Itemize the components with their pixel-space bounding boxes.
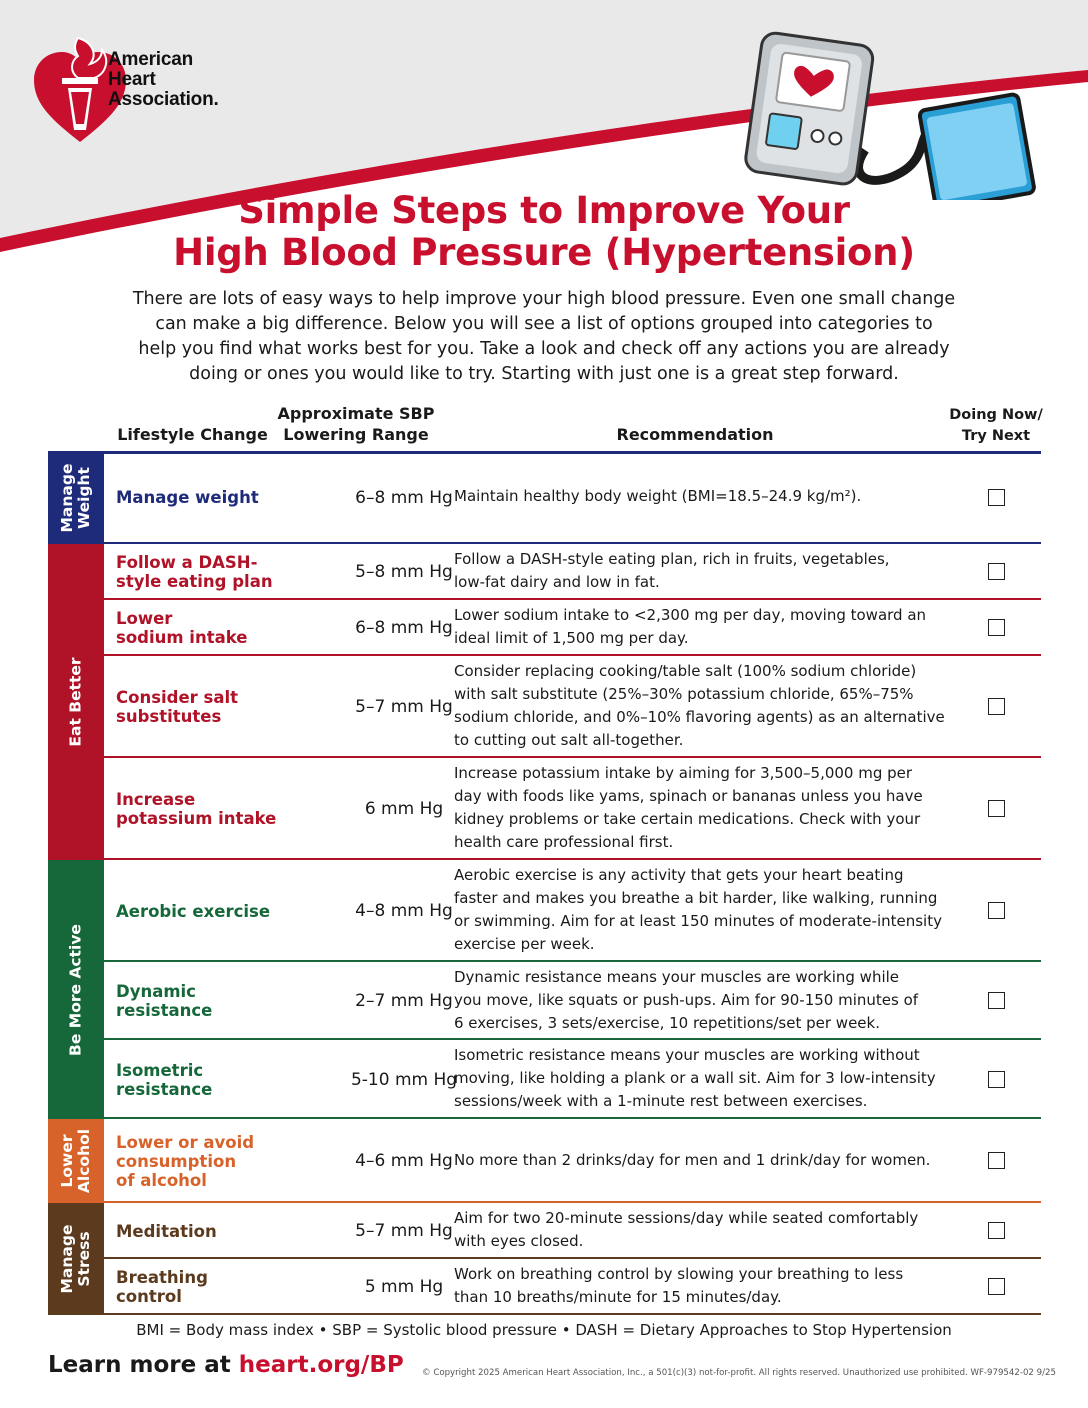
sbp-range: 5–7 mm Hg (355, 1221, 453, 1241)
recommendation-line: 6 exercises, 3 sets/exercise, 10 repetitions/set per week. (454, 1013, 880, 1032)
recommendation-line: Work on breathing control by slowing your breathing to less (454, 1265, 904, 1283)
lifestyle-change-line: Consider salt (116, 688, 239, 707)
recommendation-line: faster and makes you breathe a bit harder, like walking, running (454, 889, 938, 907)
logo-line-2: Heart (108, 69, 156, 90)
recommendation-line: moving, like holding a plank or a wall sit. Aim for 3 low-intensity (454, 1069, 936, 1087)
sbp-range: 6 mm Hg (364, 799, 444, 819)
table-row (104, 962, 1041, 1040)
doing-header-line: Try Next (961, 428, 1031, 444)
lifestyle-change-line: control (116, 1287, 182, 1306)
recommendation-line: Lower sodium intake to <2,300 mg per day, moving toward an (454, 606, 927, 624)
sbp-range: 5–7 mm Hg (355, 697, 453, 717)
recommendation (454, 966, 954, 1035)
recommendation-line: Consider replacing cooking/table salt (100% sodium chloride) (454, 662, 917, 680)
table-row (104, 1259, 1041, 1315)
category-text-line: Be More Active (66, 923, 85, 1056)
lifestyle-change-line: sodium intake (116, 628, 248, 647)
intro-line: There are lots of easy ways to help improve your high blood pressure. Even one small change (132, 289, 956, 309)
recommendation-line: No more than 2 drinks/day for men and 1 drink/day for women. (454, 1150, 931, 1169)
page-title (0, 190, 1088, 274)
sbp-range: 2–7 mm Hg (355, 991, 453, 1011)
doing-now-checkbox[interactable] (988, 698, 1005, 715)
abbreviations-footnote: BMI = Body mass index • SBP = Systolic blood pressure • DASH = Dietary Approaches to Stop Hypertension (136, 1321, 952, 1339)
lifestyle-change-line: style eating plan (116, 572, 273, 591)
doing-now-checkbox[interactable] (988, 902, 1005, 919)
lifestyle-change (116, 1061, 281, 1099)
blood-pressure-monitor-illustration (735, 30, 1065, 200)
doing-now-checkbox[interactable] (988, 563, 1005, 580)
lifestyle-change (116, 609, 281, 647)
category-text (59, 1129, 93, 1193)
recommendation-line: Increase potassium intake by aiming for 3,500–5,000 mg per (454, 764, 913, 782)
recommendation-line: Follow a DASH-style eating plan, rich in fruits, vegetables, (454, 550, 890, 568)
recommendation (454, 1149, 954, 1172)
lifestyle-change-line: Follow a DASH- (116, 553, 258, 572)
row-divider (104, 1313, 1041, 1315)
recommendation-line: Isometric resistance means your muscles are working without (454, 1046, 920, 1064)
recommendation-line: Maintain healthy body weight (BMI=18.5–24.9 kg/m²). (454, 487, 862, 505)
lifestyle-change (116, 488, 281, 507)
recommendation-line: to cutting out salt all-together. (454, 731, 684, 749)
logo-line-3: Association. (108, 89, 219, 110)
recommendation-line: ideal limit of 1,500 mg per day. (454, 629, 689, 647)
lifestyle-change (116, 688, 281, 726)
category-label (48, 1203, 104, 1315)
recommendation-line: health care professional first. (454, 833, 674, 851)
doing-header-line: Doing Now/ (949, 407, 1043, 423)
recommendation (454, 660, 954, 752)
recommendation-line: than 10 breaths/minute for 15 minutes/day. (454, 1288, 782, 1306)
lifestyle-change-line: Breathing (116, 1268, 208, 1287)
doing-now-checkbox[interactable] (988, 800, 1005, 817)
lifestyle-change-line: of alcohol (116, 1170, 207, 1190)
recommendation-line: with eyes closed. (454, 1232, 584, 1250)
recommendation-line: or swimming. Aim for at least 150 minutes of moderate-intensity (454, 912, 942, 930)
table-row (104, 544, 1041, 600)
table-row (104, 1119, 1041, 1203)
category-label (48, 451, 104, 544)
intro-line: can make a big difference. Below you will see a list of options grouped into categories to (155, 314, 933, 334)
category-label (48, 860, 104, 1119)
lifestyle-change-line: resistance (116, 1079, 213, 1099)
lifestyle-change (116, 1268, 281, 1306)
sbp-range: 5-10 mm Hg (350, 1069, 458, 1090)
doing-now-checkbox[interactable] (988, 619, 1005, 636)
aha-wordmark (108, 50, 219, 110)
table-row (104, 1203, 1041, 1259)
table-row (104, 451, 1041, 544)
learn-more-link[interactable]: heart.org/BP (238, 1352, 404, 1378)
category-text (59, 463, 93, 532)
lifestyle-change (116, 902, 281, 921)
category-text (68, 657, 85, 746)
recommendation (454, 485, 954, 508)
recommendation-line: Aerobic exercise is any activity that gets your heart beating (454, 866, 904, 884)
doing-now-checkbox[interactable] (988, 489, 1005, 506)
doing-now-checkbox[interactable] (988, 1152, 1005, 1169)
copyright-text: © Copyright 2025 American Heart Association, Inc., a 501(c)(3) not-for-profit. All rights reserved. Unauthorized use prohibited. WF-979542-02 9/25 (422, 1368, 1056, 1378)
logo-line-1: American (108, 49, 193, 70)
category-text-line: Eat Better (66, 657, 85, 747)
recommendation-line: Dynamic resistance means your muscles are working while (454, 967, 900, 986)
doing-now-checkbox[interactable] (988, 992, 1005, 1009)
doing-now-checkbox[interactable] (988, 1071, 1005, 1088)
intro-line: doing or ones you would like to try. Starting with just one is a great step forward. (189, 364, 899, 384)
learn-more-prefix: Learn more at (48, 1352, 239, 1378)
recommendation-line: low-fat dairy and low in fat. (454, 573, 660, 591)
column-header-sbp (270, 403, 442, 445)
category-text-line: Manage (58, 1224, 76, 1294)
column-header-lifestyle: Lifestyle Change (117, 425, 268, 444)
lifestyle-change-line: substitutes (116, 707, 222, 726)
recommendation-line: day with foods like yams, spinach or bananas unless you have (454, 787, 923, 805)
lifestyle-change (116, 1133, 281, 1190)
recommendation (454, 548, 954, 594)
category-text-line: Weight (75, 466, 93, 529)
lifestyle-change-line: Manage weight (116, 488, 259, 507)
sbp-range: 4–8 mm Hg (355, 901, 453, 921)
sbp-range: 6–8 mm Hg (355, 618, 453, 638)
lifestyle-change (116, 982, 281, 1020)
recommendation-line: sessions/week with a 1-minute rest between exercises. (454, 1092, 868, 1110)
sbp-range: 5–8 mm Hg (355, 562, 453, 582)
sbp-range: 4–6 mm Hg (355, 1151, 453, 1171)
category-label (48, 544, 104, 860)
category-text-line: Lower (58, 1134, 76, 1188)
title-line-1: Simple Steps to Improve Your (238, 189, 850, 232)
doing-now-checkbox[interactable] (988, 1222, 1005, 1239)
lifestyle-change-line: Lower (116, 609, 173, 628)
learn-more-line (48, 1352, 404, 1378)
lifestyle-change-line: Dynamic (116, 982, 196, 1001)
recommendation (454, 864, 954, 956)
category-text-line: Stress (75, 1231, 93, 1287)
table-row (104, 656, 1041, 758)
recommendation (454, 1263, 954, 1309)
table-row (104, 600, 1041, 656)
lifestyle-change-line: Meditation (116, 1221, 217, 1241)
lifestyle-change (116, 1222, 281, 1241)
lifestyle-change-line: potassium intake (116, 809, 277, 828)
table-row (104, 758, 1041, 860)
recommendation (454, 1207, 954, 1253)
column-header-recommendation: Recommendation (616, 425, 774, 444)
column-header-doing-now (940, 405, 1052, 447)
title-line-2: High Blood Pressure (Hypertension) (173, 231, 915, 274)
category-label (48, 1119, 104, 1203)
recommendation (454, 762, 954, 854)
lifestyle-change (116, 790, 281, 828)
lifestyle-change-line: Lower or avoid (116, 1132, 255, 1152)
table-row (104, 1040, 1041, 1119)
recommendation-line: Aim for two 20-minute sessions/day while seated comfortably (454, 1209, 919, 1227)
lifestyle-change-line: resistance (116, 1001, 213, 1020)
lifestyle-change-line: Isometric (116, 1060, 204, 1080)
intro-line: help you find what works best for you. Take a look and check off any actions you are already (138, 339, 950, 359)
lifestyle-change-line: Aerobic exercise (116, 901, 271, 921)
doing-now-checkbox[interactable] (988, 1278, 1005, 1295)
recommendation-line: with salt substitute (25%–30% potassium chloride, 65%–75% (454, 685, 914, 703)
category-text-line: Alcohol (75, 1128, 93, 1194)
lifestyle-change-line: Increase (116, 790, 196, 809)
category-text-line: Manage (58, 463, 76, 532)
intro-paragraph (90, 287, 998, 387)
recommendation (454, 1044, 954, 1113)
lifestyle-change (116, 553, 281, 591)
category-text (59, 1225, 93, 1294)
sbp-header-line: Approximate SBP (277, 404, 435, 423)
table-row (104, 860, 1041, 962)
sbp-range: 5 mm Hg (364, 1277, 444, 1297)
sbp-range: 6–8 mm Hg (355, 487, 453, 508)
recommendation-line: you move, like squats or push-ups. Aim for 90-150 minutes of (454, 990, 919, 1009)
category-text (68, 924, 85, 1056)
recommendation (454, 604, 954, 650)
recommendation-line: exercise per week. (454, 935, 595, 953)
lifestyle-change-line: consumption (116, 1151, 237, 1171)
recommendation-line: kidney problems or take certain medications. Check with your (454, 810, 921, 828)
recommendation-line: sodium chloride, and 0%–10% flavoring agents) as an alternative (454, 708, 945, 726)
sbp-header-line: Lowering Range (283, 425, 429, 444)
